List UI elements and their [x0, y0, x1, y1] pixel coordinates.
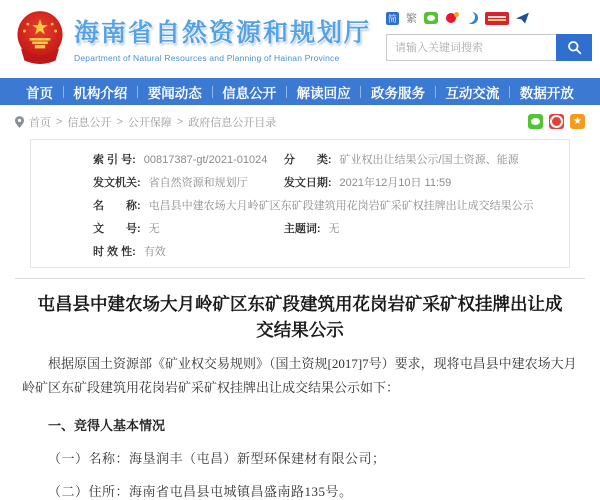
meta-value-issue-date: 2021年12月10日 11:59	[339, 176, 452, 189]
search-bar	[386, 34, 592, 61]
location-pin-icon	[15, 116, 24, 128]
meta-value-title: 屯昌县中建农场大月岭矿区东矿段建筑用花岗岩矿采矿权挂牌出让成交结果公示	[148, 199, 534, 212]
mobile-app-badge-icon[interactable]	[485, 12, 509, 25]
breadcrumb-directory[interactable]: 政府信息公开目录	[188, 116, 277, 129]
article-body	[0, 279, 600, 500]
nav-divider	[360, 86, 361, 98]
nav-item-open-data[interactable]: 数据开放	[519, 85, 574, 101]
lang-simplified-button[interactable]: 简	[387, 13, 397, 24]
header-quick-links	[386, 11, 594, 25]
meta-row	[31, 170, 569, 193]
nav-item-home[interactable]: 首页	[26, 85, 53, 101]
nav-item-about[interactable]: 机构介绍	[73, 85, 128, 101]
nav-divider	[509, 86, 510, 98]
gov-app-icon[interactable]	[516, 13, 529, 24]
meta-label-keywords: 主题词:	[283, 222, 321, 235]
meta-row	[31, 216, 569, 239]
breadcrumb-separator: >	[176, 115, 184, 128]
meta-label-issuing-agency: 发文机关:	[93, 176, 141, 189]
search-input[interactable]	[386, 34, 556, 61]
site-title-block	[74, 13, 371, 63]
main-nav	[0, 78, 600, 105]
search-button[interactable]	[556, 34, 592, 61]
site-title: 海南省自然资源和规划厅	[74, 19, 372, 47]
meta-value-validity: 有效	[143, 245, 166, 258]
site-subtitle: Department of Natural Resources and Planning of Hainan Province	[74, 53, 340, 63]
breadcrumb-separator: >	[56, 115, 63, 128]
breadcrumb-home[interactable]: 首页	[29, 116, 51, 129]
share-favorite-star-icon[interactable]: ★	[570, 114, 585, 129]
meta-row	[31, 239, 569, 262]
meta-label-issue-date: 发文日期:	[283, 176, 332, 189]
meta-value-keywords: 无	[328, 222, 340, 235]
nav-item-info-disclosure[interactable]: 信息公开	[222, 85, 277, 101]
meta-value-index-no: 00817387-gt/2021-01024	[143, 153, 268, 166]
accessibility-mode-icon[interactable]	[466, 12, 478, 24]
lang-traditional-button[interactable]: 繁	[406, 13, 417, 25]
nav-divider	[435, 86, 436, 98]
nav-item-interaction[interactable]: 互动交流	[445, 85, 500, 101]
nav-item-news[interactable]: 要闻动态	[147, 85, 202, 101]
meta-value-issuing-agency: 省自然资源和规划厅	[148, 176, 248, 189]
meta-label-index-no: 索 引 号:	[93, 153, 136, 166]
breadcrumb-separator: >	[116, 115, 123, 128]
nav-divider	[137, 86, 138, 98]
meta-label-doc-no: 文 号:	[93, 222, 141, 235]
weibo-icon[interactable]	[445, 12, 459, 24]
meta-row	[31, 147, 569, 170]
article-item-address: （二）住所：海南省屯昌县屯城镇昌盛南路135号。	[48, 483, 353, 499]
national-emblem-logo	[14, 10, 66, 66]
share-weibo-icon[interactable]	[549, 114, 564, 129]
nav-divider	[63, 86, 64, 98]
site-header	[0, 0, 600, 78]
nav-divider	[286, 86, 287, 98]
article-item-name: （一）名称：海垦润丰（屯昌）新型环保建材有限公司；	[48, 450, 386, 466]
breadcrumb	[0, 105, 600, 138]
meta-row	[31, 193, 569, 216]
document-meta-table	[30, 139, 570, 268]
wechat-icon[interactable]	[424, 12, 438, 24]
article-section-heading: 一、竞得人基本情况	[48, 417, 166, 433]
share-wechat-icon[interactable]	[528, 114, 543, 129]
nav-item-services[interactable]: 政务服务	[371, 85, 426, 101]
meta-value-doc-no: 无	[148, 222, 160, 235]
nav-item-interpretation[interactable]: 解读回应	[296, 85, 351, 101]
meta-label-validity: 时 效 性:	[93, 245, 136, 258]
breadcrumb-guarantee[interactable]: 公开保障	[127, 116, 172, 129]
article-paragraph: 根据原国土资源部《矿业权交易规则》（国土资规[2017]7号）要求，现将屯昌县中建农场大月岭矿区东矿段建筑用花岗岩矿采矿权挂牌出让成交结果公示如下：	[22, 355, 577, 395]
search-icon	[567, 40, 582, 55]
breadcrumb-info-disclosure[interactable]: 信息公开	[67, 116, 112, 129]
meta-value-category: 矿业权出让结果公示/国土资源、能源	[339, 153, 519, 166]
nav-divider	[212, 86, 213, 98]
meta-label-title: 名 称:	[93, 199, 141, 212]
meta-label-category: 分 类:	[283, 153, 332, 166]
article-title: 屯昌县中建农场大月岭矿区东矿段建筑用花岗岩矿采矿权挂牌出让成交结果公示	[37, 294, 563, 341]
share-bar	[528, 114, 585, 129]
